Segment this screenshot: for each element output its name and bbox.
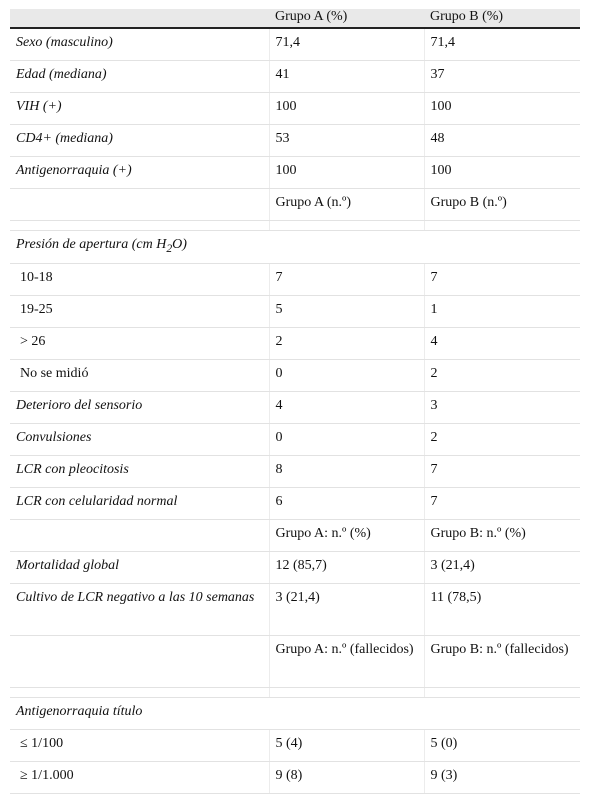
row-label-deterioro: Deterioro del sensorio: [10, 391, 269, 423]
row-label-edad: Edad (mediana): [10, 61, 269, 93]
cell-b-celularidad: 7: [424, 487, 580, 519]
cell-a-p4: 0: [269, 359, 424, 391]
table-row: [10, 295, 580, 327]
table-row: [10, 157, 580, 189]
table-row: [10, 583, 580, 635]
cell-b-cultivo: 11 (78,5): [424, 583, 580, 635]
spacer-row: [10, 687, 580, 697]
table-row: [10, 28, 580, 61]
cell-a-cd4: 53: [269, 125, 424, 157]
clinical-data-table: [10, 9, 580, 794]
cell-b-sexo: 71,4: [424, 28, 580, 61]
row-label-p3: > 26: [10, 327, 269, 359]
table-row: [10, 263, 580, 295]
row-label-cd4: CD4+ (mediana): [10, 125, 269, 157]
cell-b-t1: 5 (0): [424, 729, 580, 761]
cell-b-p1: 7: [424, 263, 580, 295]
cell-a-vih: 100: [269, 93, 424, 125]
row-label-celularidad: LCR con celularidad normal: [10, 487, 269, 519]
subheader-grupo-a-fallecidos: Grupo A: n.º (fallecidos): [269, 635, 424, 687]
section-label-presion: Presión de apertura (cm $H_2O$): [10, 231, 580, 264]
subheader-row: [10, 635, 580, 687]
table-row: [10, 61, 580, 93]
cell-a-pleocitosis: 8: [269, 455, 424, 487]
table-row: [10, 125, 580, 157]
cell-b-cd4: 48: [424, 125, 580, 157]
cell-a-celularidad: 6: [269, 487, 424, 519]
table-row: [10, 423, 580, 455]
table-row: [10, 551, 580, 583]
header-grupo-a: Grupo A (%): [269, 9, 424, 28]
cell-a-t1: 5 (4): [269, 729, 424, 761]
cell-b-deterioro: 3: [424, 391, 580, 423]
cell-a-p1: 7: [269, 263, 424, 295]
header-col1: [10, 9, 269, 28]
cell-b-antigenorraquia: 100: [424, 157, 580, 189]
table-container: [10, 9, 580, 794]
table-row: [10, 455, 580, 487]
cell-a-p3: 2: [269, 327, 424, 359]
row-label-p1: 10-18: [10, 263, 269, 295]
cell-b-t2: 9 (3): [424, 761, 580, 793]
subheader-row: [10, 519, 580, 551]
subheader-grupo-b-pct: Grupo B: n.º (%): [424, 519, 580, 551]
spacer-row: [10, 221, 580, 231]
cell-a-cultivo: 3 (21,4): [269, 583, 424, 635]
table-row: [10, 761, 580, 793]
cell-a-edad: 41: [269, 61, 424, 93]
cell-b-vih: 100: [424, 93, 580, 125]
cell-a-p2: 5: [269, 295, 424, 327]
row-label-cultivo: Cultivo de LCR negativo a las 10 semanas: [10, 583, 269, 635]
subheader-row: [10, 189, 580, 221]
cell-b-convulsiones: 2: [424, 423, 580, 455]
row-label-p4: No se midió: [10, 359, 269, 391]
section-row: [10, 231, 580, 264]
row-label-sexo: Sexo (masculino): [10, 28, 269, 61]
table-row: [10, 359, 580, 391]
cell-b-p2: 1: [424, 295, 580, 327]
row-label-t1: ≤ 1/100: [10, 729, 269, 761]
table-row: [10, 487, 580, 519]
cell-a-mortalidad: 12 (85,7): [269, 551, 424, 583]
subheader-grupo-b-n: Grupo B (n.º): [424, 189, 580, 221]
cell-b-p3: 4: [424, 327, 580, 359]
cell-b-pleocitosis: 7: [424, 455, 580, 487]
table-header-row: [10, 9, 580, 28]
row-label-vih: VIH (+): [10, 93, 269, 125]
row-label-mortalidad: Mortalidad global: [10, 551, 269, 583]
cell-b-p4: 2: [424, 359, 580, 391]
header-grupo-b: Grupo B (%): [424, 9, 580, 28]
row-label-pleocitosis: LCR con pleocitosis: [10, 455, 269, 487]
row-label-t2: ≥ 1/1.000: [10, 761, 269, 793]
table-row: [10, 93, 580, 125]
subheader-grupo-b-fallecidos: Grupo B: n.º (fallecidos): [424, 635, 580, 687]
table-row: [10, 729, 580, 761]
table-row: [10, 391, 580, 423]
cell-a-antigenorraquia: 100: [269, 157, 424, 189]
section-label-titulo: Antigenorraquia título: [10, 697, 580, 729]
cell-a-sexo: 71,4: [269, 28, 424, 61]
subheader-empty: [10, 519, 269, 551]
subheader-empty: [10, 635, 269, 687]
row-label-convulsiones: Convulsiones: [10, 423, 269, 455]
subheader-grupo-a-pct: Grupo A: n.º (%): [269, 519, 424, 551]
cell-b-edad: 37: [424, 61, 580, 93]
cell-a-convulsiones: 0: [269, 423, 424, 455]
cell-b-mortalidad: 3 (21,4): [424, 551, 580, 583]
subheader-grupo-a-n: Grupo A (n.º): [269, 189, 424, 221]
cell-a-deterioro: 4: [269, 391, 424, 423]
table-row: [10, 327, 580, 359]
row-label-antigenorraquia: Antigenorraquia (+): [10, 157, 269, 189]
cell-a-t2: 9 (8): [269, 761, 424, 793]
row-label-p2: 19-25: [10, 295, 269, 327]
section-row: [10, 697, 580, 729]
subheader-empty: [10, 189, 269, 221]
